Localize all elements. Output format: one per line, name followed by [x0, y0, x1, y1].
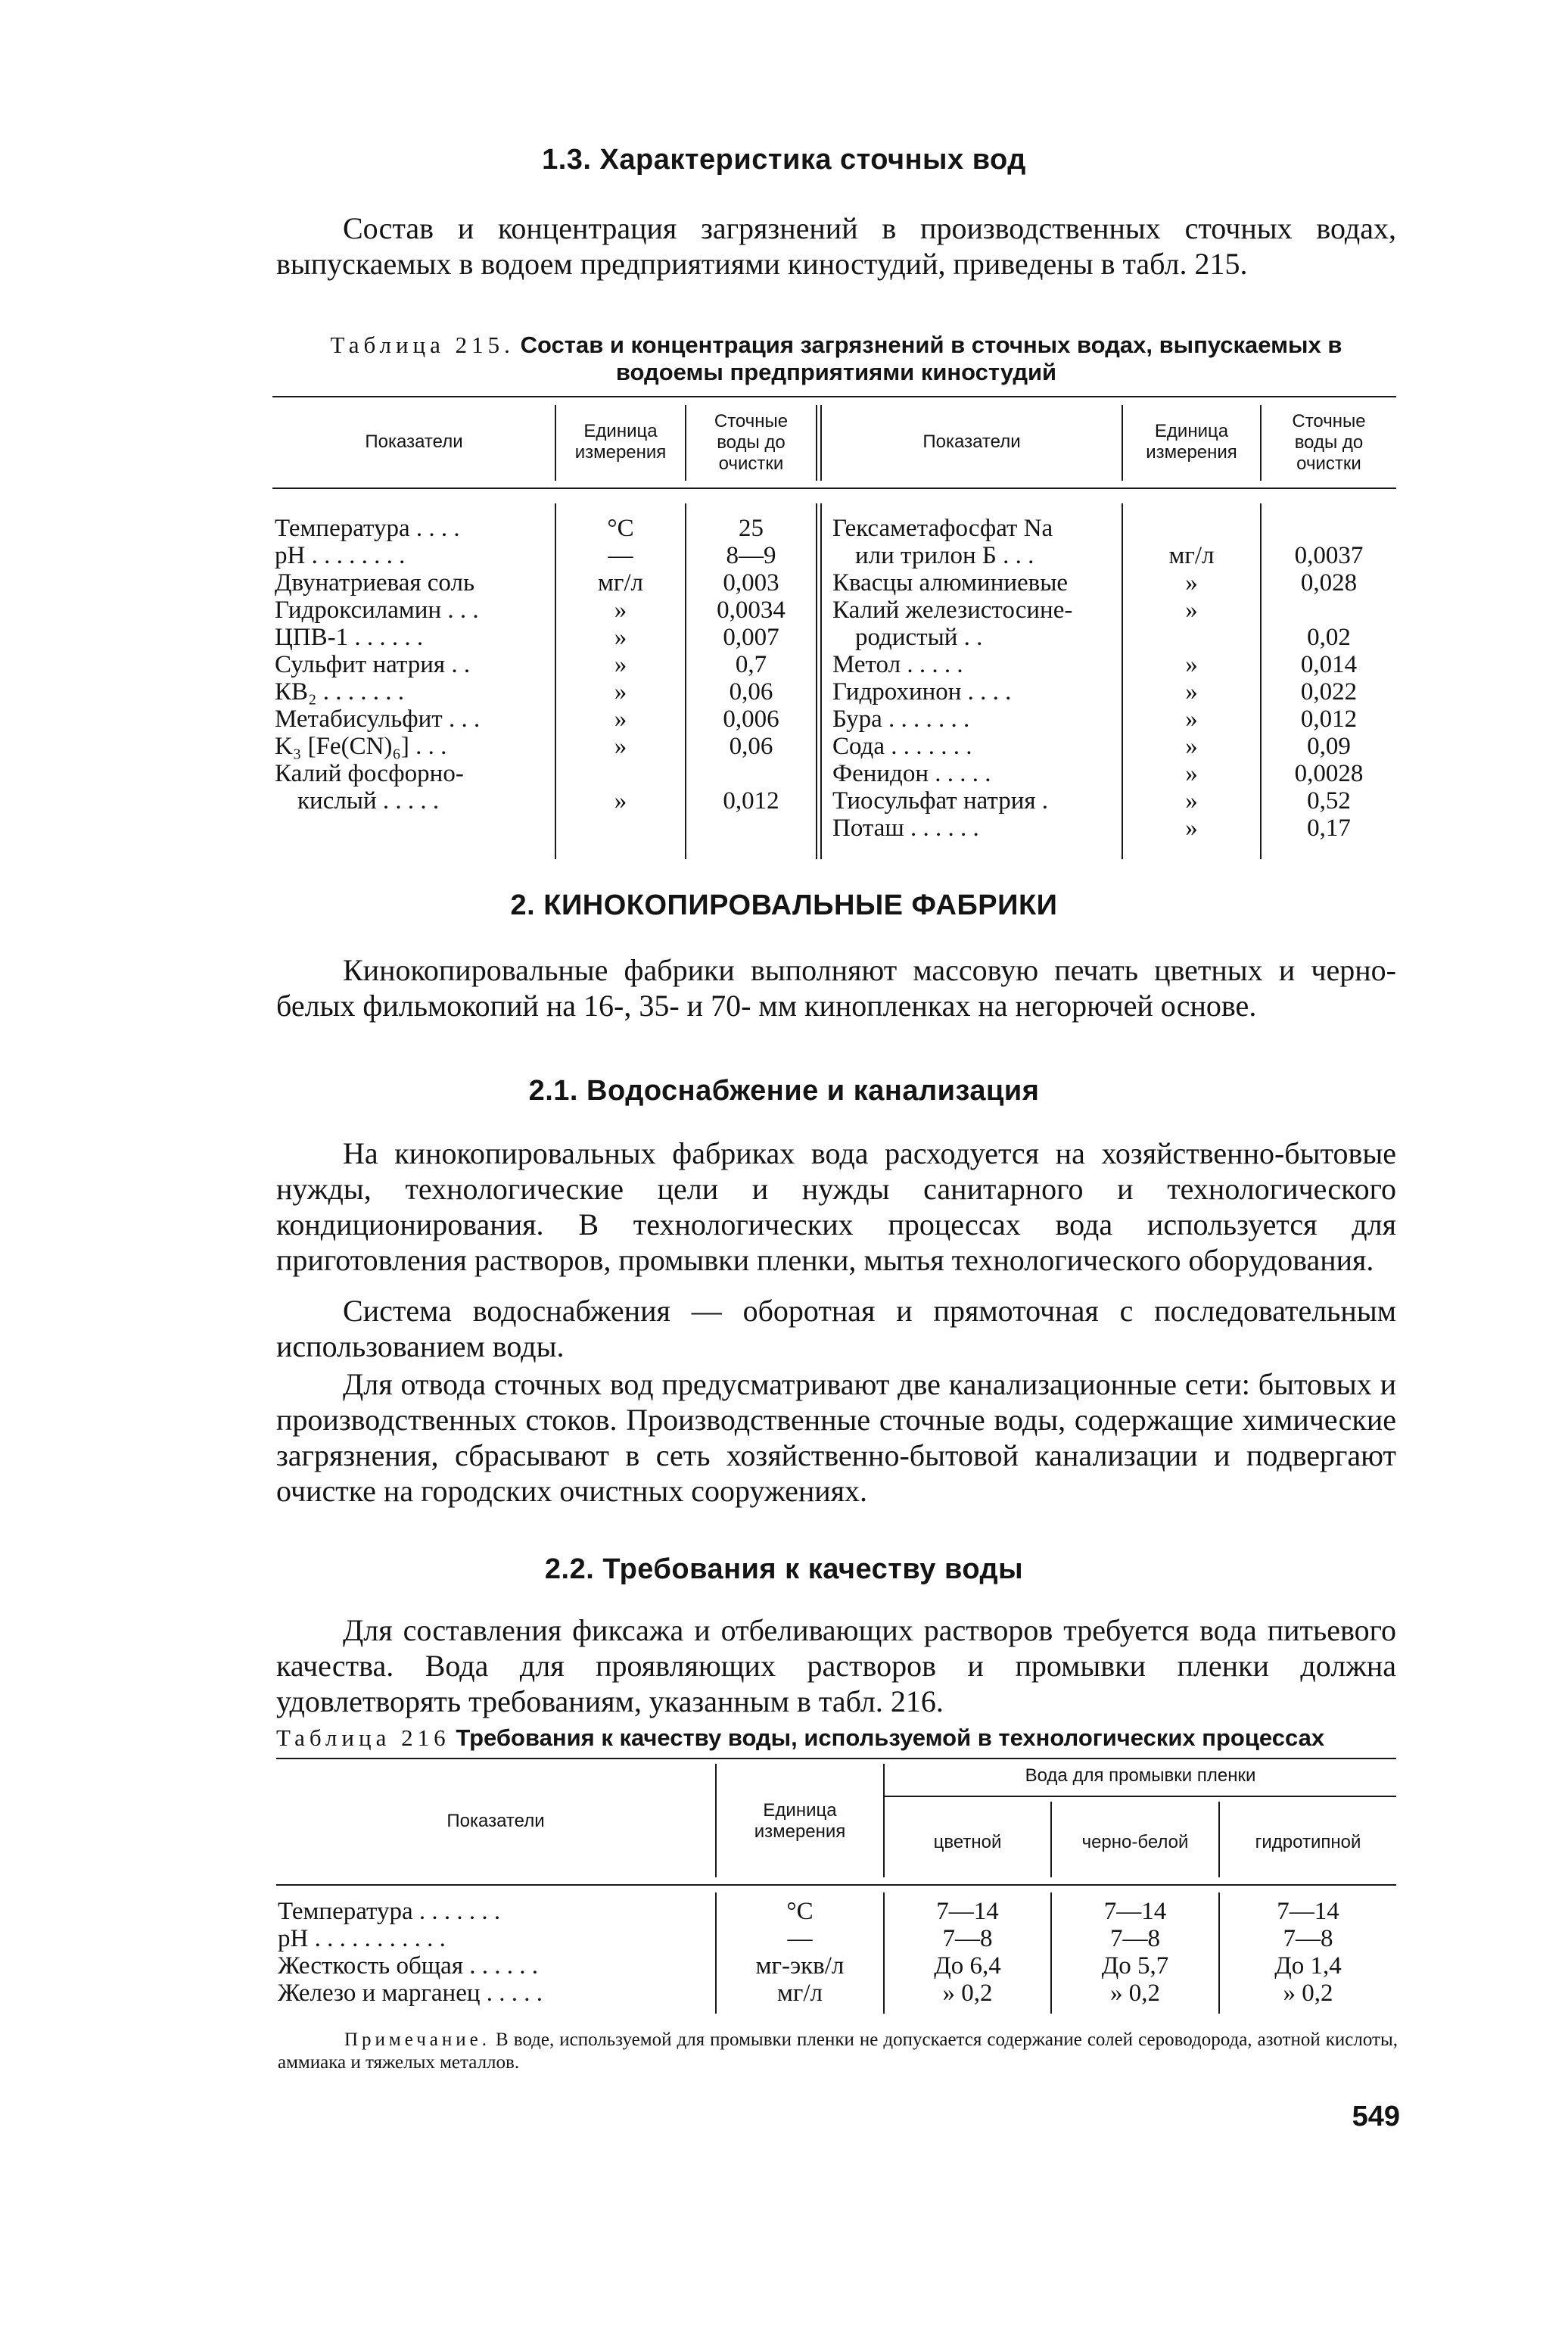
table-215-left-value: 0,7: [735, 651, 767, 678]
table-215-right-unit: »: [1185, 678, 1198, 706]
table-216-top-rule: [276, 1758, 1396, 1759]
table-215-right-name: Квасцы алюминиевые: [832, 569, 1069, 597]
table-215-left-name: КВ₂ . . . . . . .: [275, 678, 405, 706]
table-216-row-bw: 7—14: [1103, 1898, 1167, 1925]
table-215-right-unit: »: [1185, 733, 1198, 760]
table-216-header-hydro: гидротипной: [1255, 1832, 1361, 1852]
table-215-left-unit: °C: [607, 515, 634, 542]
table-216-row-color: До 6,4: [934, 1952, 1001, 1980]
table-216-row-color: 7—14: [936, 1898, 999, 1925]
table-215-right-name: Тиосульфат натрия .: [832, 787, 1049, 815]
table-215-left-unit: »: [614, 624, 627, 651]
table-215-right-name: Фенидон . . . . .: [832, 760, 991, 787]
table-215-left-name: Температура . . . .: [275, 515, 460, 542]
table-215-left-unit: »: [614, 733, 627, 760]
table-215-left-value: 0,012: [723, 787, 779, 815]
table-215-right-value: 0,09: [1307, 733, 1351, 760]
table-215-right-name: родистый . .: [855, 624, 983, 651]
table-215-right-name: или трилон Б . . .: [855, 542, 1034, 569]
table-215-divider: [820, 503, 822, 859]
table-216-row-bw: » 0,2: [1110, 1980, 1160, 2007]
table-216-row-color: 7—8: [942, 1925, 993, 1952]
table-215-left-unit: »: [614, 787, 627, 815]
table-215-right-unit: »: [1185, 815, 1198, 842]
table-215-right-name: Гексаметафосфат Na: [832, 515, 1053, 542]
table-216-header-unit: Единица измерения: [754, 1800, 846, 1842]
table-216-group-rule: [883, 1796, 1396, 1797]
table-216-row-hydro: До 1,4: [1274, 1952, 1342, 1980]
table-215-right-value: 0,52: [1307, 787, 1351, 815]
table-216-header-indicator: Показатели: [446, 1811, 545, 1831]
table-215-right-unit: »: [1185, 651, 1198, 678]
table-215-left-name: Гидроксиламин . . .: [275, 597, 479, 624]
table-215-header-unit-right: Единица измерения: [1146, 421, 1237, 463]
section-heading-2: 2. КИНОКОПИРОВАЛЬНЫЕ ФАБРИКИ: [510, 889, 1058, 921]
table-215-right-unit: »: [1185, 706, 1198, 733]
table-215-header-indicator: Показатели: [365, 431, 463, 452]
paragraph-2-1-3: Для отвода сточных вод предусматривают две канализационные сети: бытовых и производственных стоков. Производственные сточные воды, содержащие химические загрязнения, сбрасывают в сеть хозяйственно-бытовой канализации и подвергают очистке на городских очистных сооружениях.: [276, 1367, 1396, 1508]
table-215-right-name: Калий железистосине-: [832, 597, 1073, 624]
table-215-right-value: 0,028: [1300, 569, 1358, 597]
table-215-right-value: 0,014: [1300, 651, 1358, 678]
table-215-left-value: 25: [739, 515, 764, 542]
paragraph-1-3: Состав и концентрация загрязнений в производственных сточных водах, выпускаемых в водоем предприятиями киностудий, приведены в табл. 215.: [276, 211, 1396, 281]
table-215-right-unit: »: [1185, 569, 1198, 597]
table-215-right-value: 0,02: [1307, 624, 1351, 651]
table-215-right-value: 0,0028: [1294, 760, 1364, 787]
table-215-right-value: 0,17: [1307, 815, 1351, 842]
table-216-row-unit: мг/л: [776, 1980, 823, 2007]
table-215-right-unit: »: [1185, 597, 1198, 624]
table-215-left-unit: —: [608, 542, 633, 569]
table-215-divider: [816, 503, 817, 859]
table-216-row-bw: 7—8: [1110, 1925, 1160, 1952]
table-215-left-unit: »: [614, 678, 627, 706]
table-216-row-hydro: » 0,2: [1283, 1980, 1333, 2007]
table-215-right-unit: мг/л: [1168, 542, 1215, 569]
table-215-caption: Таблица 215. Состав и концентрация загрязнений в сточных водах, выпускаемых в водоемы предприятиями киностудий: [330, 332, 1342, 385]
table-215-header-unit: Единица измерения: [574, 421, 667, 463]
table-215-header-water-right: Сточные воды до очистки: [1292, 411, 1366, 474]
table-215-left-name: ЦПВ-1 . . . . . .: [275, 624, 424, 651]
table-215-left-name: кислый . . . . .: [297, 787, 440, 815]
table-216-row-name: рН . . . . . . . . . . .: [278, 1925, 446, 1952]
table-215-left-value: 8—9: [726, 542, 776, 569]
table-215-right-name: Сода . . . . . . .: [832, 733, 972, 760]
table-215-right-unit: »: [1185, 787, 1198, 815]
table-215-left-value: 0,006: [723, 706, 779, 733]
table-215-left-name: Двунатриевая соль: [275, 569, 474, 597]
section-heading-2-2: 2.2. Требования к качеству воды: [544, 1553, 1024, 1585]
table-215-right-value: 0,012: [1300, 706, 1358, 733]
table-216-row-hydro: 7—8: [1283, 1925, 1333, 1952]
table-216-header-rule: [276, 1884, 1396, 1886]
table-216-row-name: Железо и марганец . . . . .: [278, 1980, 543, 2007]
table-216-header-group: Вода для промывки пленки: [1025, 1765, 1256, 1786]
table-216-row-unit: —: [787, 1925, 813, 1952]
paragraph-2-2: Для составления фиксажа и отбеливающих растворов требуется вода питьевого качества. Вода для проявляющих растворов и промывки пленки должна удовлетворять требованиям, указанным в табл. 216.: [276, 1613, 1396, 1718]
table-215-left-name: Сульфит натрия . .: [275, 651, 471, 678]
table-215-top-rule: [272, 396, 1396, 397]
table-215-divider: [816, 405, 817, 481]
table-215-header-water: Сточные воды до очистки: [714, 411, 789, 474]
paragraph-2: Кинокопировальные фабрики выполняют массовую печать цветных и черно-белых фильмокопий на 16-, 35- и 70- мм кинопленках на негорючей основе.: [276, 953, 1396, 1023]
table-216-caption: Таблица 216 Требования к качеству воды, используемой в технологических процессах: [276, 1724, 1325, 1751]
table-216-row-name: Жесткость общая . . . . . .: [278, 1952, 539, 1980]
table-215-right-unit: »: [1185, 760, 1198, 787]
table-215-right-name: Поташ . . . . . .: [832, 815, 979, 842]
table-215-left-name: Калий фосфорно-: [275, 760, 464, 787]
table-215-right-name: Бура . . . . . . .: [832, 706, 970, 733]
table-215-left-value: 0,007: [723, 624, 779, 651]
paragraph-2-1-2: Система водоснабжения — оборотная и прямоточная с последовательным использованием воды.: [276, 1294, 1396, 1363]
table-215-header-indicator-right: Показатели: [922, 431, 1021, 452]
section-heading-2-1: 2.1. Водоснабжение и канализация: [528, 1075, 1040, 1107]
table-215-left-name: рН . . . . . . . .: [275, 542, 406, 569]
table-216-row-unit: мг-экв/л: [755, 1952, 845, 1980]
table-215-left-name: K₃ [Fe(CN)₆] . . .: [275, 733, 447, 760]
table-216-row-bw: До 5,7: [1101, 1952, 1169, 1980]
table-215-left-unit: »: [614, 597, 627, 624]
table-216-header-color: цветной: [933, 1832, 1002, 1852]
table-215-left-unit: мг/л: [597, 569, 644, 597]
table-215-left-unit: »: [614, 706, 627, 733]
table-216-row-color: » 0,2: [942, 1980, 993, 2007]
table-215-left-value: 0,003: [723, 569, 779, 597]
table-216-header-bw: черно-белой: [1081, 1832, 1189, 1852]
table-215-right-name: Метол . . . . .: [832, 651, 963, 678]
table-215-left-value: 0,0034: [717, 597, 786, 624]
table-215-right-value: 0,0037: [1294, 542, 1364, 569]
table-216-row-hydro: 7—14: [1277, 1898, 1339, 1925]
section-heading-1-3: 1.3. Характеристика сточных вод: [542, 144, 1026, 176]
table-216-row-unit: °C: [786, 1898, 814, 1925]
page-number: 549: [1352, 2101, 1400, 2132]
table-216-row-name: Температура . . . . . . .: [278, 1898, 501, 1925]
table-215-left-value: 0,06: [729, 678, 773, 706]
table-216-note: Примечание. В воде, используемой для промывки пленки не допускается содержание солей сероводорода, азотной кислоты, аммиака и тяжелых металлов.: [278, 2030, 1398, 2073]
table-215-left-value: 0,06: [729, 733, 773, 760]
table-215-header-rule: [272, 488, 1396, 489]
table-215-right-value: 0,022: [1300, 678, 1358, 706]
table-215-left-unit: »: [614, 651, 627, 678]
table-215-right-name: Гидрохинон . . . .: [832, 678, 1012, 706]
paragraph-2-1-1: На кинокопировальных фабриках вода расходуется на хозяйственно-бытовые нужды, технологические цели и нужды санитарного и технологического кондиционирования. В технологических процессах вода используется для приготовления растворов, промывки пленки, мытья технологического оборудования.: [276, 1136, 1396, 1277]
table-215-left-name: Метабисульфит . . .: [275, 706, 481, 733]
